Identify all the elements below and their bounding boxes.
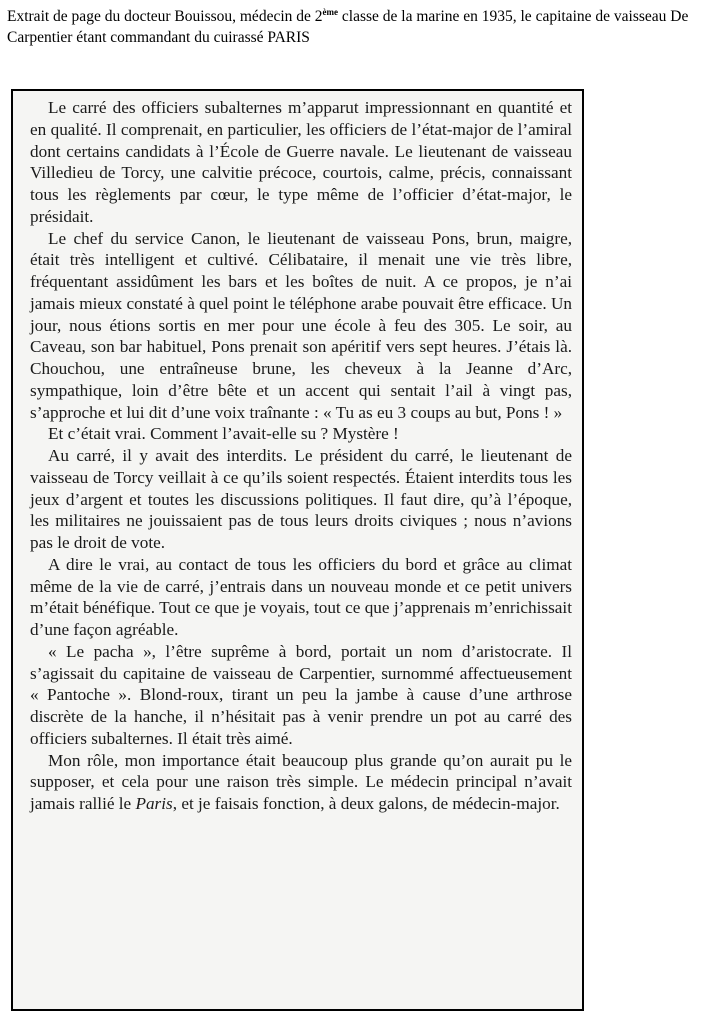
paragraph-7 [30,750,572,815]
paragraph-7-end: , et je faisais fonction, à deux galons, de médecin-major. [172,794,560,813]
caption-text-start: Extrait de page du docteur Bouissou, médecin de 2 [7,8,323,25]
paragraph-3: Et c’était vrai. Comment l’avait-elle su ? Mystère ! [48,424,399,444]
paragraph-1: Le carré des officiers subalternes m’apparut impressionnant en quantité et en qualité. Il comprenait, en particulier, les officiers de l’état-major de l’amiral dont certains candidats à l’École de Guerre navale. Le lieutenant de vaisseau Villedieu de Torcy, une calvitie précoce, courtois, calme, précis, connaissant tous les règlements par cœur, le type même de l’officier d’état-major, le présidait. [30,98,572,226]
paragraph-7-start: Mon rôle, mon importance était beaucoup plus grande qu’on aurait pu le supposer, et cela pour une raison très simple. Le médecin principal n’avait jamais rallié le [30,750,572,813]
caption-superscript: ème [322,7,339,17]
paragraph-6: « Le pacha », l’être suprême à bord, portait un nom d’aristocrate. Il s’agissait du capitaine de vaisseau de Carpentier, surnommé affectueusement « Pantoche ». Blond-roux, tirant un peu la jambe à cause d’une arthrose discrète de la hanche, il n’hésitait pas à venir prendre un pot au carré des officiers subalternes. Il était très aimé. [30,641,572,748]
page-caption [7,6,707,48]
caption-text-end: classe de la marine en 1935, le capitaine de vaisseau De Carpentier étant commandant du cuirassé PARIS [7,8,689,46]
paragraph-4: Au carré, il y avait des interdits. Le président du carré, le lieutenant de vaisseau de Torcy veillait à ce qu’ils soient respectés. Étaient interdits tous les jeux d’argent et toutes les discussions politiques. Il faut dire, qu’à l’époque, les militaires ne jouissaient pas de tous leurs droits civiques ; nous n’avions pas le droit de vote. [30,446,572,552]
book-text [30,97,572,815]
scanned-book-page [11,89,584,1011]
paragraph-2: Le chef du service Canon, le lieutenant de vaisseau Pons, brun, maigre, était très intelligent et cultivé. Célibataire, il menait une vie très libre, fréquentant assidûment les bars et les boîtes de nuit. A ce propos, je n’ai jamais mieux constaté à quel point le téléphone arabe pouvait être efficace. Un jour, nous étions sortis en mer pour une école à feu des 305. Le soir, au Caveau, son bar habituel, Pons prenait son apéritif vers sept heures. J’étais là. Chouchou, une entraîneuse brune, les cheveux à la Jeanne d’Arc, sympathique, loin d’être bête et un accent qui sentait l’ail à vingt pas, s’approche et lui dit d’une voix traînante : « Tu as eu 3 coups au but, Pons ! » [30,228,572,422]
ship-name-italic: Paris [135,794,173,813]
paragraph-5: A dire le vrai, au contact de tous les officiers du bord et grâce au climat même de la vie de carré, j’entrais dans un nouveau monde et ce petit univers m’était bénéfique. Tout ce que je voyais, tout ce que j’apprenais m’enrichissait d’une façon agréable. [30,554,572,639]
